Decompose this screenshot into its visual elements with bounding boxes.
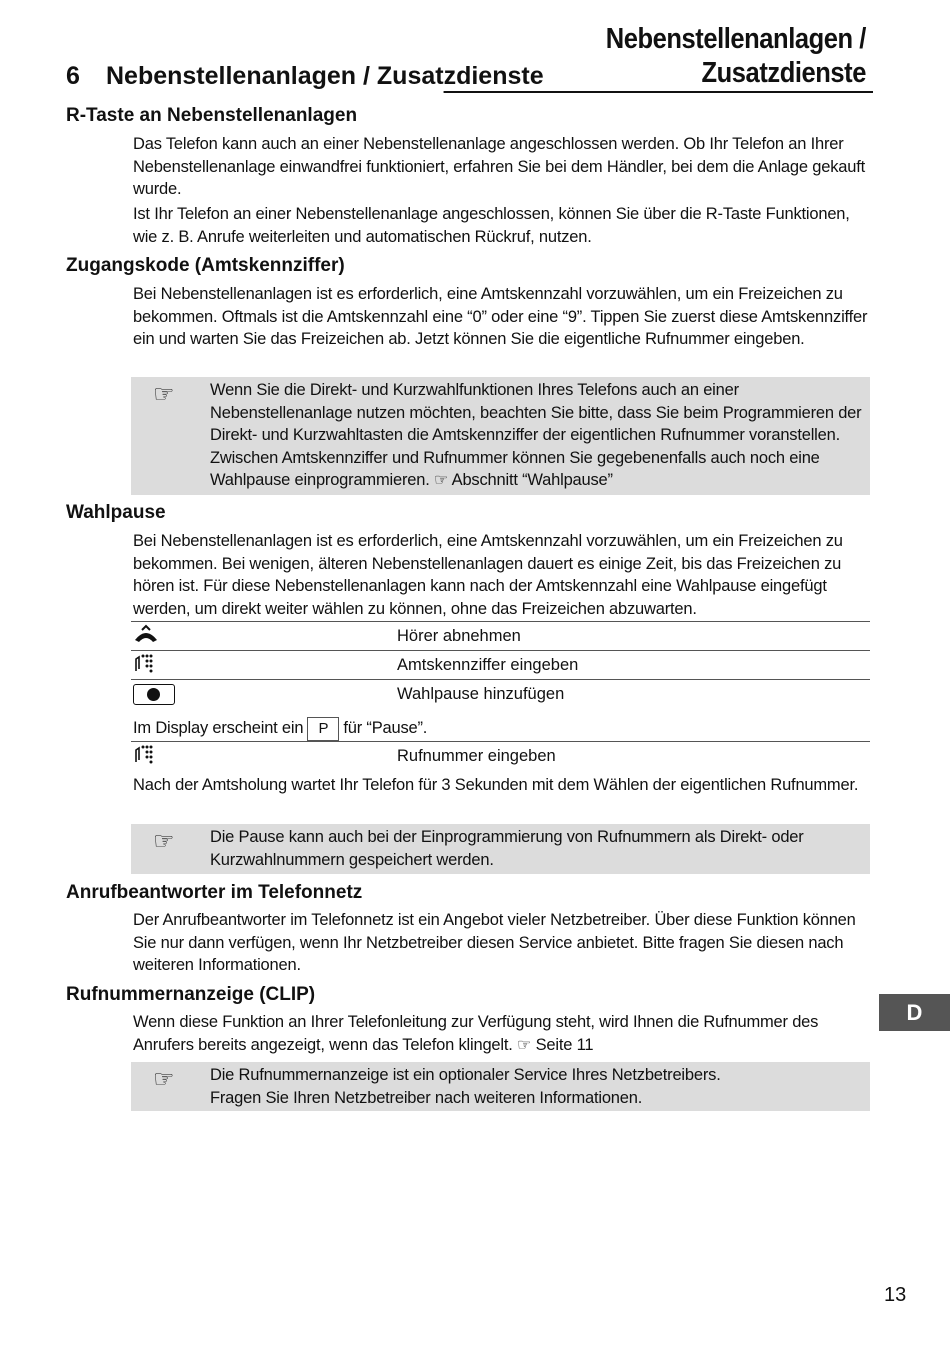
display-line: Im Display erscheint ein P für “Pause”. xyxy=(133,714,873,742)
chapter-heading xyxy=(66,62,544,91)
paragraph: Bei Nebenstellenanlagen ist es erforderlich, eine Amtskennzahl vorzuwählen, um ein Freizeichen zu bekommen. Bei wenigen, älteren Nebenstellenanlagen dauert es einige Zeit, bis das Freizeichen zu hören ist. Für diese Nebenstellenanlagen kann nach der Amtskennzahl eine Wahlpause eingefügt werden, um direkt weiter wählen zu können, ohne das Freizeichen abzuwarten. xyxy=(133,532,843,618)
section-heading-r-taste: R-Taste an Nebenstellenanlagen xyxy=(66,105,358,126)
section-heading-zugangskode: Zugangskode (Amtskennziffer) xyxy=(66,255,345,276)
running-header: Nebenstellenanlagen / Zusatzdienste xyxy=(444,22,873,93)
note-box xyxy=(131,824,870,874)
step-row xyxy=(131,621,870,650)
pointing-hand-icon: ☞ xyxy=(517,1036,532,1054)
page-number: 13 xyxy=(884,1284,907,1306)
step-text: Wahlpause hinzufügen xyxy=(397,685,565,703)
pointing-hand-icon: ☞ xyxy=(153,1066,175,1093)
note-text: Die Rufnummernanzeige ist ein optionaler Service Ihres Netzbetreibers. xyxy=(210,1066,721,1084)
pause-key-icon xyxy=(133,680,175,710)
step-row xyxy=(131,741,870,770)
section-heading-anrufbeantworter: Anrufbeantworter im Telefonnetz xyxy=(66,882,363,903)
paragraph: Das Telefon kann auch an einer Nebenstellenanlage angeschlossen werden. Ob Ihr Telefon an Ihrer Nebenstellenanlage einwandfrei funktioniert, erfahren Sie bei dem Händler, bei dem die Anlage gekauft wurde. xyxy=(133,135,865,198)
step-row xyxy=(131,679,870,708)
section-heading-clip: Rufnummernanzeige (CLIP) xyxy=(66,984,316,1005)
pointing-hand-icon: ☞ xyxy=(434,472,449,489)
note-text: Fragen Sie Ihren Netzbetreiber nach weiteren Informationen. xyxy=(210,1088,643,1107)
note-box xyxy=(131,377,870,495)
pointing-hand-icon: ☞ xyxy=(153,828,175,855)
note-box xyxy=(131,1062,870,1111)
paragraph: Ist Ihr Telefon an einer Nebenstellenanlage angeschlossen, können Sie über die R-Taste Funktionen, wie z. B. Anrufe weiterleiten und automatischen Rückruf, nutzen. xyxy=(133,205,850,246)
step-text: Hörer abnehmen xyxy=(397,627,521,645)
paragraph: Bei Nebenstellenanlagen ist es erforderlich, eine Amtskennzahl vorzuwählen, um ein Freizeichen zu bekommen. Oftmals ist die Amtskennzahl eine “0” oder eine “9”. Tippen Sie zuerst diese Amtskennziffer ein und warten Sie das Freizeichen ab. Jetzt können Sie die eigentliche Rufnummer eingeben. xyxy=(133,285,868,348)
note-text: Zwischen Amtskennziffer und Rufnummer können Sie gegebenenfalls auch noch eine Wahlpause einprogrammieren. ☞ Abschnitt “Wahlpause” xyxy=(210,448,820,489)
step-text: Amtskennziffer eingeben xyxy=(397,656,579,674)
language-tab: D xyxy=(879,994,950,1031)
paragraph: Der Anrufbeantworter im Telefonnetz ist ein Angebot vieler Netzbetreiber. Über diese Funktion können Sie nur dann verfügen, wenn Ihr Netzbetreiber diesen Service anbietet. Bitte fragen Sie diesen nach weiteren Informationen. xyxy=(133,911,856,974)
paragraph: Nach der Amtsholung wartet Ihr Telefon für 3 Sekunden mit dem Wählen der eigentlichen Rufnummer. xyxy=(133,776,859,794)
paragraph: Wenn diese Funktion an Ihrer Telefonleitung zur Verfügung steht, wird Ihnen die Rufnummer des Anrufers bereits angezeigt, wenn das Telefon klingelt. ☞ Seite 11 xyxy=(133,1013,819,1054)
display-p-symbol: P xyxy=(307,717,339,741)
note-text: Die Pause kann auch bei der Einprogrammierung von Rufnummern als Direkt- oder Kurzwahlnummern gespeichert werden. xyxy=(210,828,804,869)
pointing-hand-icon: ☞ xyxy=(153,381,175,408)
note-text: Wenn Sie die Direkt- und Kurzwahlfunktionen Ihres Telefons auch an einer Nebenstellenanlage nutzen möchten, beachten Sie bitte, dass Sie beim Programmieren der Direkt- und Kurzwahltasten die Amtskennziffer der eigentlichen Rufnummer voranstellen. xyxy=(210,381,862,444)
keypad-icon xyxy=(133,742,157,777)
step-row xyxy=(131,650,870,679)
chapter-title: Nebenstellenanlagen / Zusatzdienste xyxy=(106,62,544,90)
step-text: Rufnummer eingeben xyxy=(397,747,556,765)
chapter-number: 6 xyxy=(66,62,80,90)
section-heading-wahlpause: Wahlpause xyxy=(66,502,166,523)
